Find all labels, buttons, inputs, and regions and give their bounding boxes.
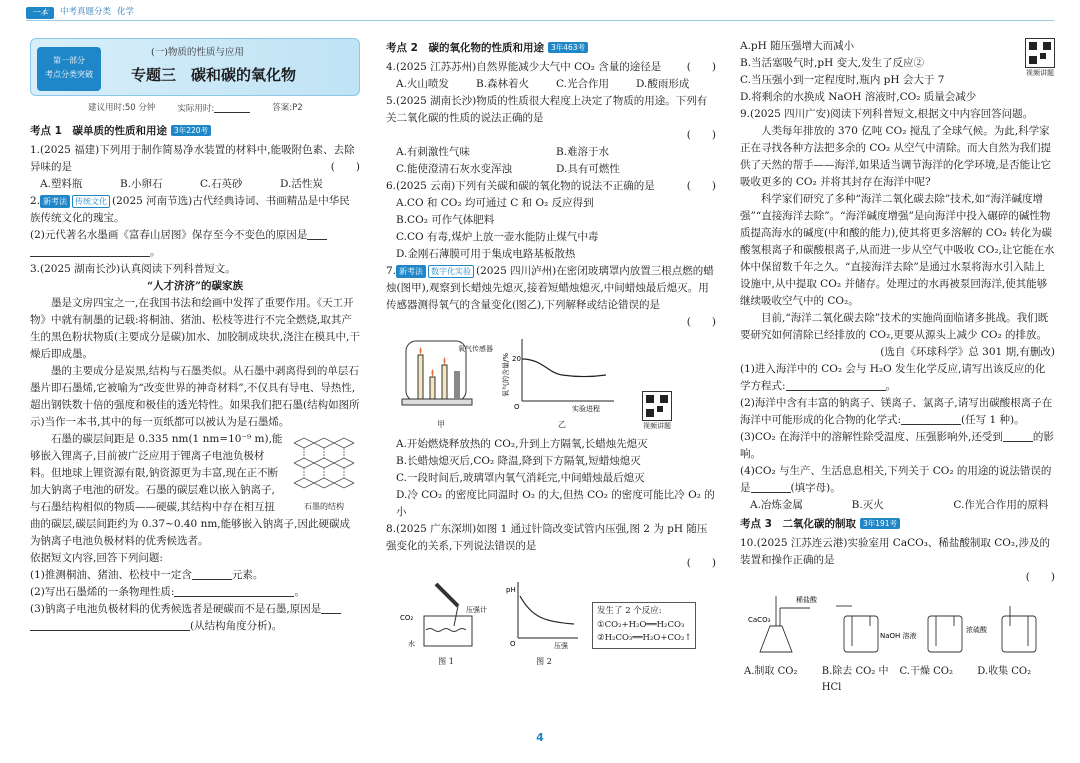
q1-option-b: B.小卵石 xyxy=(120,177,163,190)
graphite-caption: 石墨的结构 xyxy=(304,501,344,511)
q8-option-d: D.将剩余的水换成 NaOH 溶液时,CO₂ 质量会减少 xyxy=(740,91,977,103)
page-header xyxy=(26,6,134,20)
q9-option-b: B.灭火 xyxy=(851,499,884,511)
naoh-label: NaOH 溶液 xyxy=(880,632,917,640)
jia-caption: 甲 xyxy=(437,420,445,429)
q5-option-c: C.能使澄清石灰水变浑浊 xyxy=(396,163,512,175)
banner-subtitle: (一)物质的性质与应用 xyxy=(151,47,244,58)
apparatus-figure xyxy=(740,586,1050,658)
figure-2 xyxy=(506,576,582,669)
question-10: 10.(2025 江苏连云港)实验室用 CaCO₃、稀盐酸制取 CO₂,涉及的装置和操作正确的是 ( ) 稀盐酸 CaCO₃ NaOH 溶液 浓硫酸 A.制取 CO₂ B.除去 CO₂ 中 HCl C.干燥 CO₂ D.收集 CO₂ xyxy=(740,535,1055,696)
ph-curve xyxy=(520,596,574,624)
q4-option-a: A.火山喷发 xyxy=(396,78,449,90)
q9-option-a: A.冶炼金属 xyxy=(750,499,803,511)
q9-article-p2: 科学家们研究了多种“海洋二氧化碳去除”技术,如“海洋碱度增强”“直接海洋去除”。“海洋碱度增强”是向海洋中投入碾碎的碱性物质提高海水的碱度(中和酸的能力),使其将更多溶解的 CO₂ 转化为碳酸氢根离子和碳酸根离子,从而进一步从空气中吸收 CO₂,让它能在水体中保留数千年之久。“直接海洋去除”是通过水泵将海水引入陆上设施中,从中提取 CO₂ 并储存。处理过的水再被泵回海洋,使其能够继续吸收空气中的 CO₂。 xyxy=(740,193,1055,307)
time-bar xyxy=(30,102,360,117)
candle-bell-jar-image xyxy=(400,335,493,413)
oxygen-curve xyxy=(522,359,606,377)
y-tick-20: 20 xyxy=(512,355,521,363)
question-8: 8.(2025 广东深圳)如图 1 通过针筒改变试管内压强,图 2 为 pH 随压强变化的关系,下列说法错误的是 ( ) CO₂ 压强计 水 图 1 pH O 压强 图 2 发生了 2 个反应: ①CO₂+H₂O══H₂CO₃ ②H₂CO₃══H₂O+CO₂↑ xyxy=(386,521,716,669)
oxygen-chart xyxy=(502,335,622,413)
pressure-axis-label: 压强 xyxy=(554,641,568,650)
graphite-structure-image xyxy=(289,433,359,495)
article-p2: 墨的主要成分是炭黑,结构与石墨类似。从石墨中剥离得到的单层石墨片即石墨烯,它被喻为“改变世界的神奇材料”,不仅具有导电、导热性,超出钢铁数十倍的强度和极佳的透光特性。如果我们把石墨(结构如图所示)当作一本书,其中的每一页纸都可以被认为是石墨烯。 xyxy=(30,364,360,428)
topic-banner xyxy=(30,38,360,96)
q5-option-b: B.难溶于水 xyxy=(556,146,610,158)
sensor-label: 氧气传感器 xyxy=(458,345,493,353)
reaction-title: 发生了 2 个反应: xyxy=(597,606,662,617)
ph-pressure-chart xyxy=(506,576,582,650)
section-3-badge: 3年191考 xyxy=(860,518,900,529)
article-p3: 石墨的碳层间距是 0.335 nm(1 nm=10⁻⁹ m),能够嵌入锂离子,目前被广泛应用于锂离子电池负极材料。但地球上锂资源有限,钠资源更为丰富,现在正不断加大钠离子电池的研发。石墨的碳层难以嵌入钠离子,与石墨结构相似的物质——硬碳,其结构中存在相互扭曲的碳层,碳层间距约为 0.37~0.40 nm,能够嵌入钠离子,因此硬碳成为钠离子电池负极材料的优秀候选者。 xyxy=(30,432,350,547)
question-9: 9.(2025 四川广安)阅读下列科普短文,根据文中内容回答问题。 人类每年排放的 370 亿吨 CO₂ 搅乱了全球气候。为此,科学家正在寻找各种方法把多余的 CO₂ 从空气中清除。而大自然为我们提供了天然的帮手——海洋,如果适当调节海洋的化学环境,是否能让它吸收更多的 CO₂ 并将其封存在海洋中呢? 科学家们研究了多种“海洋二氧化碳去除”技术,如“海洋碱度增强”“直接海洋去除”。“海洋碱度增强”是向海洋中投入碾碎的碱性物质提高海水的碱度(中和酸的能力),使其将更多溶解的 CO₂ 转化为碳酸氢根离子和碳酸根离子,从而进一步从空气中吸收 CO₂,让它能在水体中保留数千年之久。“直接海洋去除”是通过水泵将海水引入陆上设施中,从中提取 CO₂ 并储存。处理过的水再被泵回海洋,使其能够继续吸收空气中的 CO₂。 目前,“海洋二氧化碳去除”技术的实施尚面临诸多挑战。我们既要研究如何清除已经排放的 CO₂,更要从源头上减少 CO₂ 的排放。 (选自《环球科学》总 301 期,有删改) (1)进入海洋中的 CO₂ 会与 H₂O 发生化学反应,请写出该反应的化学方程式: 。 (2)海洋中含有丰富的钠离子、镁离子、氯离子,请写出碳酸根离子在海洋中可能形成的化合物的化学式: (任写 1 种)。 (3)CO₂ 在海洋中的溶解性除受温度、压强影响外,还受到 的影响。 (4)CO₂ 与生产、生活息息相关,下列关于 CO₂ 的用途的说法错误的是 (填字母)。 A.冶炼金属 B.灭火 C.作光合作用的原料 xyxy=(740,106,1055,514)
new-method-tag-2: 新考法 xyxy=(396,265,426,278)
section-2-badge: 3年463考 xyxy=(548,42,588,53)
reaction-box xyxy=(592,602,696,649)
q6-option-c: C.CO 有毒,煤炉上放一壶水能防止煤气中毒 xyxy=(396,231,599,243)
figure-1 xyxy=(396,576,496,669)
acid-label: 稀盐酸 xyxy=(796,596,817,604)
column-left xyxy=(30,38,360,728)
q7-option-a: A.开始燃烧释放热的 CO₂,升到上方隔氧,长蜡烛先熄灭 xyxy=(396,437,648,450)
caco3-label: CaCO₃ xyxy=(748,616,771,624)
flask-a xyxy=(760,626,792,652)
x-axis-label: 实验进程 xyxy=(572,405,600,413)
figure-2-caption: 图 2 xyxy=(536,656,552,666)
q6-option-d: D.金刚石薄膜可用于集成电路基板散热 xyxy=(396,248,576,260)
q8-option-b: B.当活塞吸气时,pH 变大,发生了反应② xyxy=(740,57,924,69)
q10-option-a: A.制取 CO₂ xyxy=(744,666,798,677)
digital-tag: 数字化实验 xyxy=(428,265,474,278)
question-5: 5.(2025 湖南长沙)物质的性质很大程度上决定了物质的用途。下列有关二氧化碳的性质的说法正确的是 ( ) A.有刺激性气味 B.难溶于水 C.能使澄清石灰水变浑浊 D.具有可燃性 xyxy=(386,93,716,178)
y-axis-label: 氧气的含量/% xyxy=(502,352,510,397)
q5-option-d: D.具有可燃性 xyxy=(556,163,620,175)
header-divider xyxy=(26,20,1054,21)
column-middle xyxy=(386,38,716,728)
figure-yi xyxy=(502,335,622,432)
question-2: 2. 新考法 传统文化 (2025 河南节选)古代经典诗词、书画精品是中华民族传统文化的瑰宝。 (2)元代著名水墨画《富春山居图》保存至今不变色的原因是 。 xyxy=(30,194,350,258)
subject-name: 化学 xyxy=(117,7,135,17)
actual-time: 实际用时: xyxy=(177,102,250,117)
reaction-1: ①CO₂+H₂O══H₂CO₃ xyxy=(597,619,685,630)
suggested-time: 建议用时:50 分钟 xyxy=(88,103,156,113)
article-p1: 墨是文房四宝之一,在我国书法和绘画中发挥了重要作用。《天工开物》中就有制墨的记载:将桐油、猪油、松枝等进行不完全燃烧,取其产生的黑色粉状物质(主要成分是碳)加水、加胶制成块状,浇注在模具中,干燥后即成墨。 xyxy=(30,296,360,360)
q9-article-p3: 目前,“海洋二氧化碳去除”技术的实施尚面临诸多挑战。我们既要研究如何清除已经排放的 CO₂,更要从源头上减少 CO₂ 的排放。 xyxy=(740,312,1049,341)
gauge-label: 压强计 xyxy=(466,605,487,614)
q4-option-c: C.光合作用 xyxy=(556,78,609,90)
q9-article-p1: 人类每年排放的 370 亿吨 CO₂ 搅乱了全球气候。为此,科学家正在寻找各种方法把多余的 CO₂ 从空气中清除。而大自然为我们提供了天然的帮手——海洋,如果适当调节海洋的化学环境,是否能让它吸收更多的 CO₂ 并将其封存在海洋中呢? xyxy=(740,125,1052,188)
question-6: 6.(2025 云南)下列有关碳和碳的氧化物的说法不正确的是 ( ) A.CO 和 CO₂ 均可通过 C 和 O₂ 反应得到 B.CO₂ 可作气体肥料 C.CO 有毒,煤炉上放一壶水能防止煤气中毒 D.金刚石薄膜可用于集成电路基板散热 xyxy=(386,178,716,263)
culture-tag: 传统文化 xyxy=(72,195,110,208)
question-3: 3.(2025 湖南长沙)认真阅读下列科普短文。 “人才济济”的碳家族 墨是文房四宝之一,在我国书法和绘画中发挥了重要作用。《天工开物》中就有制墨的记载:将桐油、猪油、松枝等进行不完全燃烧,取其产生的黑色粉状物质(主要成分是碳)加水、加胶制成块状,浇注在模具中,干燥后即成墨。 墨的主要成分是炭黑,结构与石墨类似。从石墨中剥离得到的单层石墨片即石墨烯,它被喻为“改变世界的神奇材料”,不仅具有导电、导热性,超出钢铁数十倍的强度和极佳的透光特性。如果我们把石墨(结构如图所示)当作一本书,其中的每一页纸都可以被认为是石墨烯。 石墨的结构 石墨的碳层间距是 0.335 nm(1 nm=10⁻⁹ m),能够嵌入锂离子,目前被广泛应用于锂离子电池负极材料。但地球上锂资源有限,钠资源更为丰富,现在正不断加大钠离子电池的研发。石墨的碳层难以嵌入钠离子,与石墨结构相似的物质——硬碳,其结构中存在相互扭曲的碳层,碳层间距约为 0.37~0.40 nm,能够嵌入钠离子,因此硬碳成为钠离子电池负极材料的优秀候选者。 依据短文内容,回答下列问题: (1)推测桐油、猪油、松枝中一定含 元素。 (2)写出石墨烯的一条物理性质: 。 (3)钠离子电池负极材料的优秀候选者是硬碳而不是石墨,原因是 (从结构角度分析)。 xyxy=(30,262,360,632)
figure-1-caption: 图 1 xyxy=(438,656,454,666)
q8-option-a: A.pH 随压强增大而减小 xyxy=(740,40,855,52)
q5-option-a: A.有刺激性气味 xyxy=(396,146,470,158)
q4-option-b: B.森林着火 xyxy=(476,78,530,90)
part-label: 第一部分 xyxy=(53,56,85,65)
ph-axis-label: pH xyxy=(506,585,516,594)
q10-option-d: D.收集 CO₂ xyxy=(977,666,1032,677)
h2so4-label: 浓硫酸 xyxy=(966,626,987,634)
graphite-figure xyxy=(288,433,360,513)
bottle-d xyxy=(1002,616,1036,652)
topic-title: 专题三 碳和碳的氧化物 xyxy=(131,66,297,84)
figure-jia xyxy=(400,335,493,432)
section-2-title: 考点 2 碳的氧化物的性质和用途 3年463考 xyxy=(386,40,716,57)
q7-option-d: D.冷 CO₂ 的密度比同温时 O₂ 的大,但热 CO₂ 的密度可能比冷 O₂ 的小 xyxy=(396,488,715,518)
q4-option-d: D.酸雨形成 xyxy=(636,78,690,90)
q1-option-c: C.石英砂 xyxy=(200,177,243,190)
part-sub-label: 考点分类突破 xyxy=(45,70,93,79)
water-label: 水 xyxy=(408,639,415,648)
series-name: 中考真题分类 xyxy=(60,7,112,17)
q1-option-d: D.活性炭 xyxy=(280,177,323,190)
yi-caption: 乙 xyxy=(558,420,566,429)
bottle-b xyxy=(844,616,878,652)
reaction-2: ②H₂CO₃══H₂O+CO₂↑ xyxy=(597,633,692,644)
q8-option-c: C.当压强小到一定程度时,瓶内 pH 会大于 7 xyxy=(740,74,945,86)
q7-option-b: B.长蜡烛熄灭后,CO₂ 降温,降到下方隔氧,短蜡烛熄灭 xyxy=(396,454,641,467)
q7-option-c: C.一段时间后,玻璃罩内氧气消耗完,中间蜡烛最后熄灭 xyxy=(396,471,645,484)
q9-source: (选自《环球科学》总 301 期,有删改) xyxy=(880,346,1055,358)
syringe-setup-image xyxy=(396,576,496,650)
section-1-badge: 3年220考 xyxy=(171,125,211,136)
question-7: 7. 新考法 数字化实验 (2025 四川泸州)在密闭玻璃罩内放置三根点燃的蜡烛(图甲),观察到长蜡烛先熄灭,接着短蜡烛熄灭,中间蜡烛最后熄灭。用传感器测得氧气的含量变化(图乙),下列解释或结论错误的是 ( ) 氧气传感器 甲 20 O 实验进程 氧气的含量/% 乙 视频讲题 A.开始燃烧释放热的 CO₂,升到上方隔氧,长蜡烛先熄灭 B.长蜡烛熄灭后,CO₂ 降温,降到下方隔氧,短蜡烛熄灭 C.一段时间后,玻璃罩内氧气消耗完,中间蜡烛最后熄灭 D.冷 CO₂ 的密度比同温时 O₂ 的大,但热 CO₂ 的密度可能比冷 O₂ 的小 xyxy=(386,263,716,521)
section-1-title: 考点 1 碳单质的性质和用途 3年220考 xyxy=(30,123,360,140)
q10-option-b: B.除去 CO₂ 中 HCl xyxy=(821,666,889,694)
origin-label: O xyxy=(514,403,520,411)
q6-option-b: B.CO₂ 可作气体肥料 xyxy=(396,214,495,226)
question-1: 1.(2025 福建)下列用于制作简易净水装置的材料中,能吸附色素、去除异味的是 ( ) A.塑料瓶 B.小卵石 C.石英砂 D.活性炭 xyxy=(30,142,360,193)
q10-option-c: C.干燥 CO₂ xyxy=(899,666,954,677)
brand-logo: 一本 xyxy=(26,7,54,19)
co2-label: CO₂ xyxy=(400,613,414,622)
q9-option-c: C.作光合作用的原料 xyxy=(953,499,1049,511)
answer-ref: 答案:P2 xyxy=(272,103,303,113)
video-qr-1[interactable]: 视频讲题 xyxy=(642,391,672,432)
question-4: 4.(2025 江苏苏州)自然界能减少大气中 CO₂ 含量的途径是 ( ) A.火山喷发 B.森林着火 C.光合作用 D.酸雨形成 xyxy=(386,59,716,93)
bottle-c xyxy=(928,616,962,652)
part-box xyxy=(37,47,101,91)
video-qr-2[interactable]: 视频讲题 xyxy=(1025,38,1055,79)
page-number: 4 xyxy=(536,731,544,745)
article-title: “人才济济”的碳家族 xyxy=(146,279,244,292)
q6-option-a: A.CO 和 CO₂ 均可通过 C 和 O₂ 反应得到 xyxy=(396,197,594,209)
new-method-tag: 新考法 xyxy=(40,195,70,208)
q1-option-a: A.塑料瓶 xyxy=(40,177,83,190)
origin-label-2: O xyxy=(510,639,516,648)
column-right xyxy=(740,38,1055,728)
section-3-title: 考点 3 二氧化碳的制取 3年191考 xyxy=(740,516,1055,533)
